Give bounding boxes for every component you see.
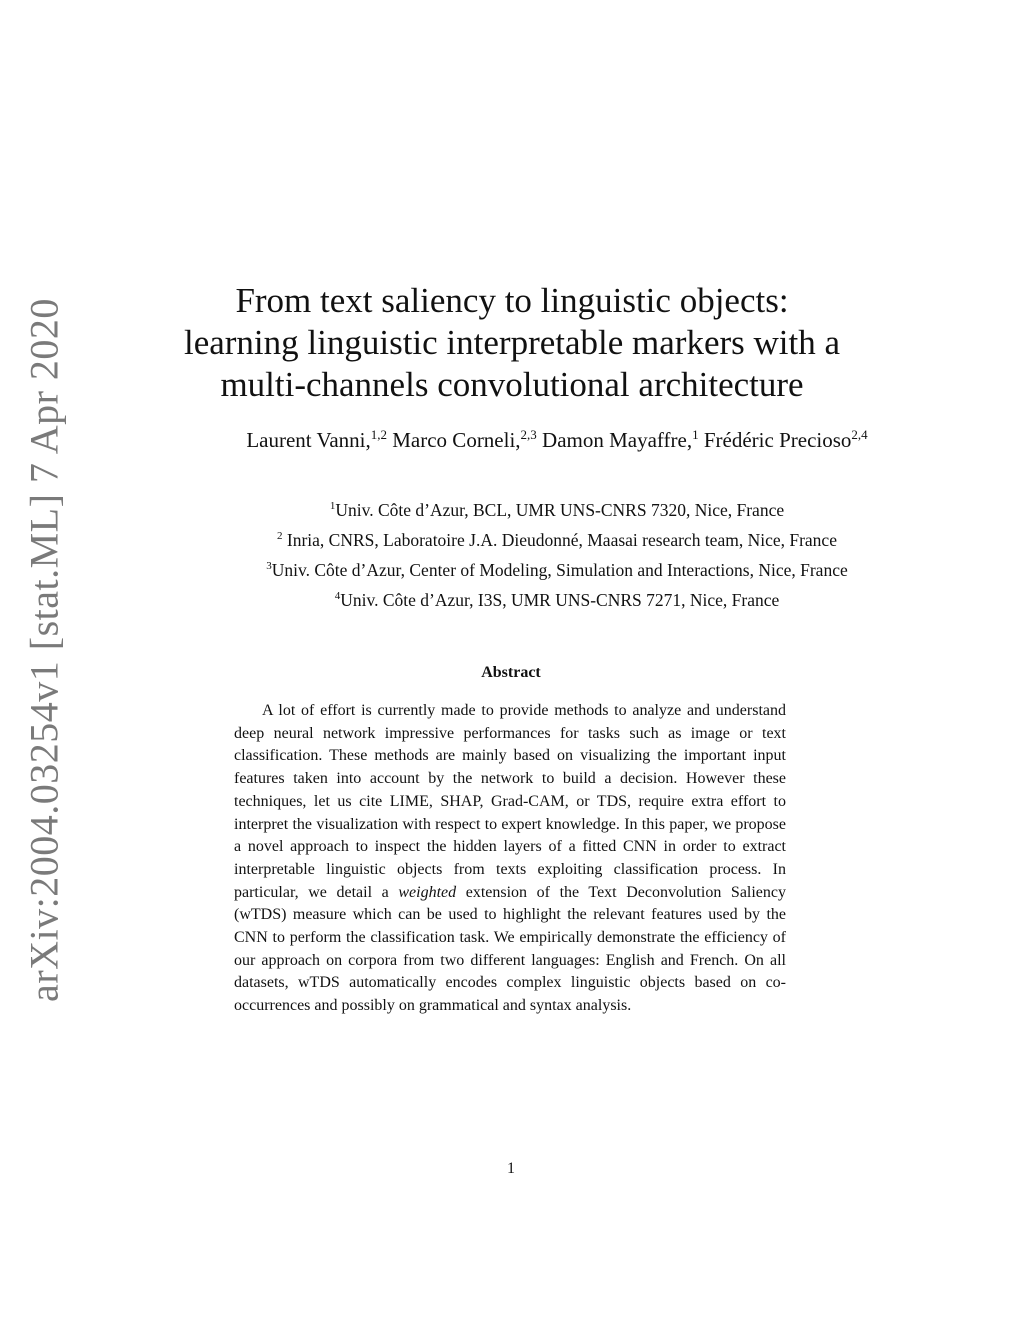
affiliation — [0, 495, 1024, 525]
page-number: 1 — [507, 1160, 515, 1177]
affiliation — [0, 555, 1024, 585]
affiliation-text: Univ. Côte d’Azur, Center of Modeling, Simulation and Interactions, Nice, France — [271, 560, 848, 580]
affiliation — [0, 585, 1024, 615]
title-line-2: learning linguistic interpretable markers with a — [183, 323, 841, 362]
abstract-text: extension of the Text Deconvolution Saliency (wTDS) measure which can be used to highlight the relevant features used by the CNN to perform the classification task. We empirically demonstrate the efficiency of our approach on corpora from two different languages: English and French. On all datasets, wTDS automatically encodes complex linguistic objects based on co-occurrences and possibly on grammatical and syntax analysis. — [234, 883, 787, 1015]
abstract-body — [234, 700, 786, 1018]
title-line-1: From text saliency to linguistic objects: — [235, 281, 789, 320]
affiliation-marker: 2 — [277, 530, 283, 543]
author-list — [0, 428, 1024, 453]
affiliation-text: Inria, CNRS, Laboratoire J.A. Dieudonné, Maasai research team, Nice, France — [282, 530, 837, 550]
affiliation-marker: 4 — [334, 590, 341, 603]
paper-title — [0, 280, 1024, 406]
affiliation — [0, 525, 1024, 555]
abstract-paragraph — [234, 700, 786, 1018]
author-affiliation-marker: 2,3 — [520, 427, 537, 442]
author-affiliation-marker: 1 — [692, 427, 699, 442]
affiliation-text: Univ. Côte d’Azur, I3S, UMR UNS-CNRS 7271, Nice, France — [340, 590, 780, 610]
author-name: Damon Mayaffre, — [542, 428, 693, 452]
author-name: Marco Corneli, — [392, 428, 521, 452]
author-affiliation-marker: 1,2 — [370, 427, 387, 442]
title-line-3: multi-channels convolutional architecture — [220, 365, 804, 404]
affiliation-list — [0, 495, 1024, 615]
arxiv-identifier-stamp: arXiv:2004.03254v1 [stat.ML] 7 Apr 2020 — [21, 298, 67, 1002]
author-affiliation-marker: 2,4 — [851, 427, 868, 442]
affiliation-marker: 3 — [266, 560, 272, 573]
abstract-text: A lot of effort is currently made to provide methods to analyze and understand deep neural network impressive performances for tasks such as image or text classification. These methods are mainly based on visualizing the important input features taken into account by the network to build a decision. However these techniques, let us cite LIME, SHAP, Grad-CAM, or TDS, require extra effort to interpret the visualization with respect to expert knowledge. In this paper, we propose a novel approach to inspect the hidden layers of a fitted CNN in order to extract interpretable linguistic objects from texts exploiting classification process. In particular, we detail a — [234, 702, 786, 901]
affiliation-marker: 1 — [329, 500, 336, 513]
abstract-emphasis: weighted — [398, 883, 457, 901]
affiliation-text: Univ. Côte d’Azur, BCL, UMR UNS-CNRS 7320, Nice, France — [335, 500, 785, 520]
abstract-heading: Abstract — [481, 664, 541, 681]
author-name: Frédéric Precioso — [703, 428, 852, 452]
author-name: Laurent Vanni, — [246, 428, 371, 452]
